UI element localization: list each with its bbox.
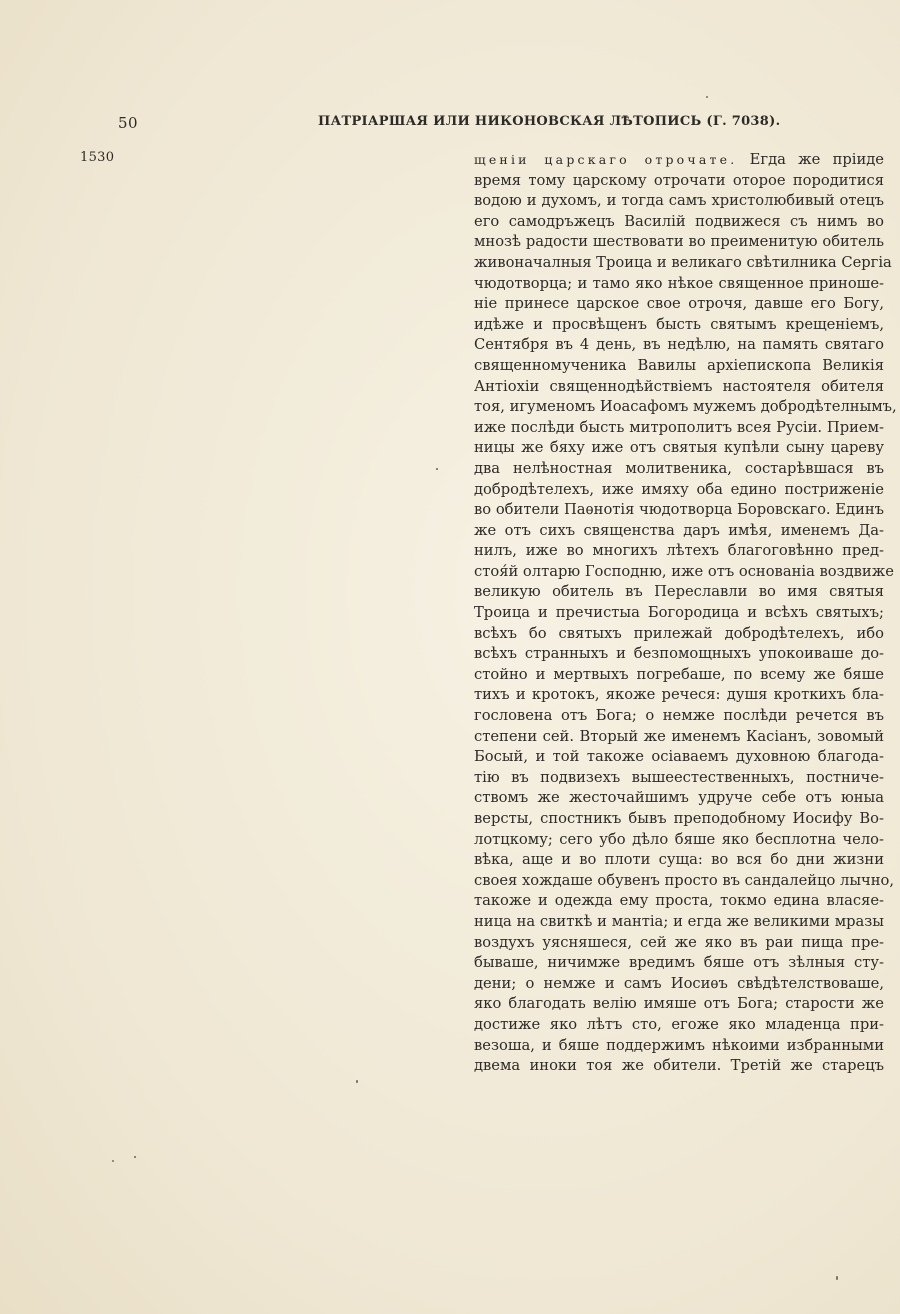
text-line: иже послѣди бысть митрополитъ всея Русіи. Прием- bbox=[474, 418, 884, 436]
text-line: ница на свиткѣ и мантіа; и егда же великими мразы bbox=[474, 912, 884, 930]
text-line: ніе принесе царское свое отрочя, давше его Богу, bbox=[474, 295, 884, 313]
text-line: вѣка, аще и во плоти суща: во вся бо дни жизни bbox=[474, 851, 884, 869]
text-line: версты, спостникъ бывъ преподобному Иосифу Во- bbox=[474, 810, 884, 827]
text-line: достиже яко лѣтъ сто, егоже яко младенца при- bbox=[474, 1015, 884, 1033]
text-line: чюдотворца; и тамо яко нѣкое священное приноше- bbox=[474, 274, 884, 292]
text-line: ствомъ же жесточайшимъ удруче себе отъ юныа bbox=[474, 789, 884, 807]
paper-speck bbox=[836, 1276, 838, 1280]
text-line: во обители Паѳнотія чюдотворца Боровскаго. Единъ bbox=[474, 501, 884, 519]
text-line: добродѣтелехъ, иже имяху оба едино постриженіе bbox=[474, 480, 884, 498]
text-line: стойно и мертвыхъ погребаше, по всему же бяше bbox=[474, 665, 884, 683]
text-line: тихъ и кротокъ, якоже речеся: душя кроткихъ бла- bbox=[474, 686, 884, 704]
text-line: всѣхъ странныхъ и безпомощныхъ упокоиваше до- bbox=[474, 645, 884, 663]
text-line: воздухъ уясняшеся, сей же яко въ раи пища пре- bbox=[474, 933, 884, 951]
text-line: великую обитель въ Переславли во имя святыя bbox=[474, 583, 884, 601]
text-line: два нелѣностная молитвеника, состарѣвшася въ bbox=[474, 459, 884, 477]
paper-speck bbox=[112, 1160, 114, 1162]
text-line: Антіохіи священнодѣйствіемъ настоятеля обителя bbox=[474, 377, 884, 395]
main-text-column bbox=[474, 150, 897, 1077]
text-line: священномученика Вавилы архіепископа Великія bbox=[474, 356, 884, 374]
text-line: двема иноки тоя же обители. Третій же старецъ bbox=[474, 1057, 884, 1075]
text-line: степени сей. Вторый же именемъ Касіанъ, зовомый bbox=[474, 727, 884, 745]
text-line: идѣже и просвѣщенъ бысть святымъ крещеніемъ, bbox=[474, 315, 884, 333]
text-line: нилъ, иже во многихъ лѣтехъ благоговѣнно пред- bbox=[474, 542, 884, 560]
paper-speck bbox=[436, 468, 438, 470]
paper-speck bbox=[134, 1156, 136, 1158]
text-line: бываше, ничимже вредимъ бяше отъ зѣлныя сту- bbox=[474, 954, 884, 972]
text-line: ницы же бяху иже отъ святыя купѣли сыну цареву bbox=[474, 439, 884, 457]
page-number: 50 bbox=[118, 114, 139, 132]
text-line: его самодръжецъ Василій подвижеся съ нимъ во bbox=[474, 212, 884, 230]
text-line: такоже и одежда ему проста, токмо едина власяе- bbox=[474, 892, 884, 910]
text-line: тоя, игуменомъ Иоасафомъ мужемъ добродѣтелнымъ, bbox=[474, 398, 897, 416]
text-line: тію въ подвизехъ вышеестественныхъ, постниче- bbox=[474, 768, 884, 786]
text-line: своея хождаше обувенъ просто въ сандалейцо лычно, bbox=[474, 871, 895, 889]
text-line: Босый, и той такоже осіаваемъ духовною благода- bbox=[474, 748, 884, 766]
text-line: живоначалныя Троица и великаго свѣтилника Сергіа bbox=[474, 253, 892, 271]
paper-speck bbox=[356, 1080, 358, 1083]
text-line: гословена отъ Бога; о немже послѣди речется въ bbox=[474, 707, 884, 725]
text-line: лотцкому; сего убо дѣло бяше яко бесплотна чело- bbox=[474, 830, 884, 848]
text-line: яко благодать велію имяше отъ Бога; старости же bbox=[474, 995, 884, 1013]
running-title: ПАТРІАРШАЯ ИЛИ НИКОНОВСКАЯ ЛѢТОПИСЬ (Г. 7038). bbox=[318, 114, 781, 129]
text-line bbox=[474, 150, 884, 171]
text-line: всѣхъ бо святыхъ прилежай добродѣтелехъ, ибо bbox=[474, 624, 884, 642]
spaced-opening-words: щеніи царскаго отрочате. bbox=[474, 152, 738, 167]
paper-speck bbox=[706, 96, 708, 98]
text-line: же отъ сихъ священства даръ имѣя, именемъ Да- bbox=[474, 521, 884, 539]
text-line: водою и духомъ, и тогда самъ христолюбивый отецъ bbox=[474, 192, 884, 210]
margin-year-note: 1530 bbox=[80, 150, 115, 165]
text-line: Троица и пречистыа Богородица и всѣхъ святыхъ; bbox=[474, 604, 884, 622]
text-line: мнозѣ радости шествовати во преименитую обитель bbox=[474, 233, 884, 251]
line-rest: Егда же пріиде bbox=[737, 151, 884, 168]
text-line: стоя́й олтарю Господню, иже отъ основаніа воздвиже bbox=[474, 562, 894, 580]
text-line: Сентября въ 4 день, въ недѣлю, на память святаго bbox=[474, 336, 884, 354]
text-line: везоша, и бяше поддержимъ нѣкоими избранными bbox=[474, 1036, 884, 1054]
text-line: время тому царскому отрочати оторое породитися bbox=[474, 171, 884, 189]
text-line: дени; о немже и самъ Иосиѳъ свѣдѣтелствоваше, bbox=[474, 974, 884, 992]
